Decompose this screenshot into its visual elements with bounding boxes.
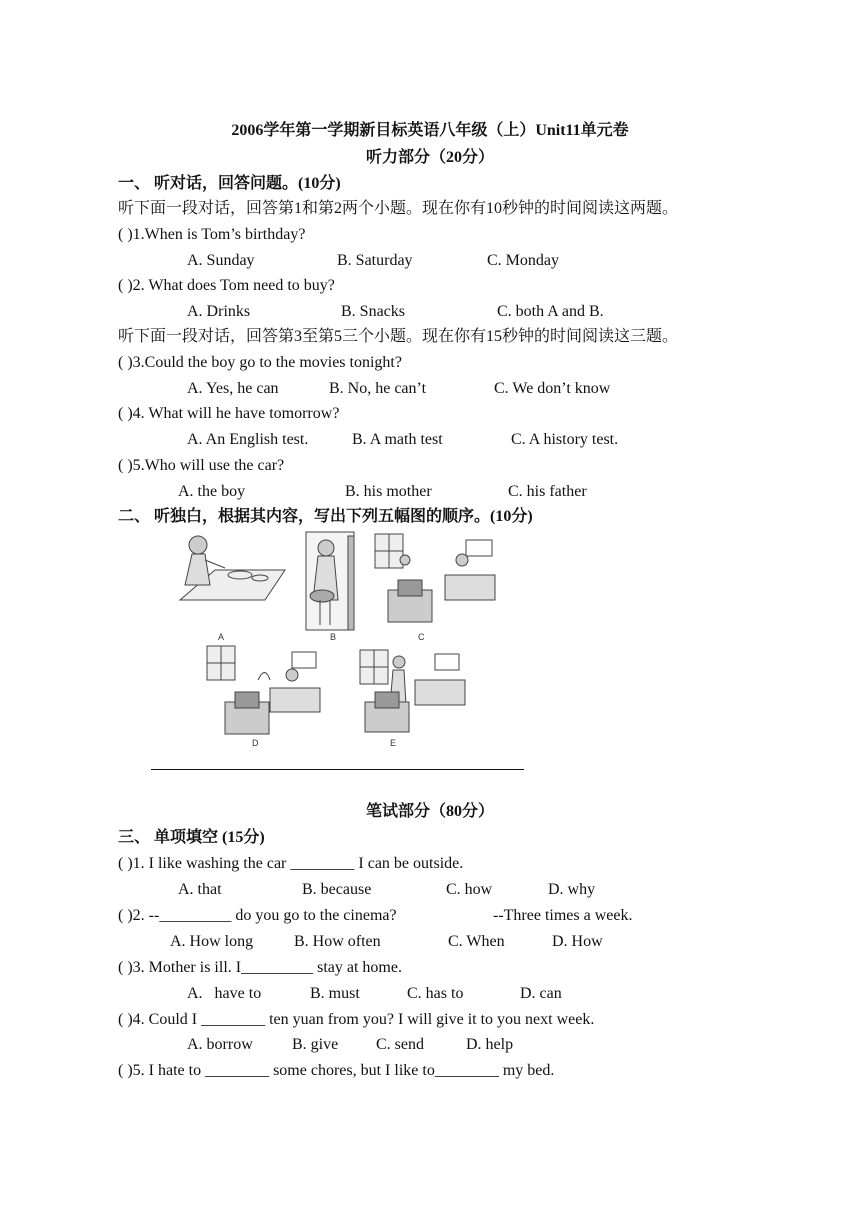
mc-q1-option-a: A. that bbox=[178, 881, 222, 898]
picture-label-c: C bbox=[418, 632, 425, 642]
listening-q5-option-b: B. his mother bbox=[345, 483, 432, 500]
section1-instruction-2: 听下面一段对话，回答第3至第5三个小题。现在你有15秒钟的时间阅读这三题。 bbox=[118, 328, 679, 345]
listening-q1-option-b: B. Saturday bbox=[337, 252, 413, 269]
listening-q4-stem: ( )4. What will he have tomorrow? bbox=[118, 405, 340, 422]
mc-q1-stem: ( )1. I like washing the car ________ I can be outside. bbox=[118, 855, 464, 872]
picture-sequence bbox=[170, 530, 520, 755]
listening-q2-option-c: C. both A and B. bbox=[497, 303, 604, 320]
listening-q2-stem: ( )2. What does Tom need to buy? bbox=[118, 277, 335, 294]
mc-q4-stem: ( )4. Could I ________ ten yuan from you? I will give it to you next week. bbox=[118, 1011, 595, 1028]
listening-q1-stem: ( )1.When is Tom’s birthday? bbox=[118, 226, 306, 243]
picture-a bbox=[180, 536, 285, 600]
mc-q2-option-c: C. When bbox=[448, 933, 505, 950]
picture-label-a: A bbox=[218, 632, 225, 642]
mc-q1-option-c: C. how bbox=[446, 881, 493, 898]
listening-q3-option-c: C. We don’t know bbox=[494, 380, 611, 397]
listening-q5-option-a: A. the boy bbox=[178, 483, 246, 500]
mc-q2-option-d: D. How bbox=[552, 933, 603, 950]
mc-q4-option-a: A. borrow bbox=[187, 1036, 253, 1053]
picture-label-e: E bbox=[390, 738, 397, 748]
mc-q4-option-b: B. give bbox=[292, 1036, 339, 1053]
answer-line[interactable] bbox=[151, 769, 524, 770]
listening-title: 听力部分（20分） bbox=[365, 149, 494, 166]
listening-q5-option-c: C. his father bbox=[508, 483, 587, 500]
picture-c bbox=[375, 534, 495, 622]
listening-q3-stem: ( )3.Could the boy go to the movies tonight? bbox=[118, 354, 402, 371]
picture-label-d: D bbox=[252, 738, 259, 748]
picture-label-b: B bbox=[330, 632, 337, 642]
mc-q2-stem: ( )2. --_________ do you go to the cinema? bbox=[118, 907, 397, 924]
mc-q1-option-d: D. why bbox=[548, 881, 596, 898]
listening-q4-option-b: B. A math test bbox=[352, 431, 443, 448]
mc-q4-option-c: C. send bbox=[376, 1036, 424, 1053]
section1-heading: 一、 听对话，回答问题。(10分) bbox=[118, 175, 341, 192]
picture-e bbox=[360, 650, 465, 732]
mc-q3-option-b: B. must bbox=[310, 985, 360, 1002]
listening-q2-option-b: B. Snacks bbox=[341, 303, 405, 320]
page-title: 2006学年第一学期新目标英语八年级（上）Unit11单元卷 bbox=[231, 122, 629, 139]
mc-q3-stem: ( )3. Mother is ill. I_________ stay at home. bbox=[118, 959, 402, 976]
mc-q2-reply: --Three times a week. bbox=[493, 907, 633, 924]
listening-q4-option-a: A. An English test. bbox=[187, 431, 309, 448]
mc-q2-option-a: A. How long bbox=[170, 933, 254, 950]
mc-q4-option-d: D. help bbox=[466, 1036, 514, 1053]
section2-heading: 二、 听独白，根据其内容，写出下列五幅图的顺序。(10分) bbox=[118, 508, 533, 525]
picture-b bbox=[306, 532, 354, 630]
listening-q2-option-a: A. Drinks bbox=[187, 303, 251, 320]
listening-q4-option-c: C. A history test. bbox=[511, 431, 619, 448]
mc-q5-stem: ( )5. I hate to ________ some chores, but I like to________ my bed. bbox=[118, 1062, 555, 1079]
mc-q2-option-b: B. How often bbox=[294, 933, 381, 950]
picture-d bbox=[207, 646, 320, 734]
mc-q3-option-a: A. have to bbox=[187, 985, 262, 1002]
mc-q3-option-d: D. can bbox=[520, 985, 562, 1002]
written-title: 笔试部分（80分） bbox=[365, 803, 494, 820]
listening-q1-option-a: A. Sunday bbox=[187, 252, 255, 269]
listening-q3-option-b: B. No, he can’t bbox=[329, 380, 427, 397]
section1-instruction-1: 听下面一段对话，回答第1和第2两个小题。现在你有10秒钟的时间阅读这两题。 bbox=[118, 200, 679, 217]
mc-q1-option-b: B. because bbox=[302, 881, 372, 898]
listening-q3-option-a: A. Yes, he can bbox=[187, 380, 279, 397]
mc-q3-option-c: C. has to bbox=[407, 985, 464, 1002]
section3-heading: 三、 单项填空 (15分) bbox=[118, 829, 265, 846]
listening-q5-stem: ( )5.Who will use the car? bbox=[118, 457, 285, 474]
listening-q1-option-c: C. Monday bbox=[487, 252, 559, 269]
